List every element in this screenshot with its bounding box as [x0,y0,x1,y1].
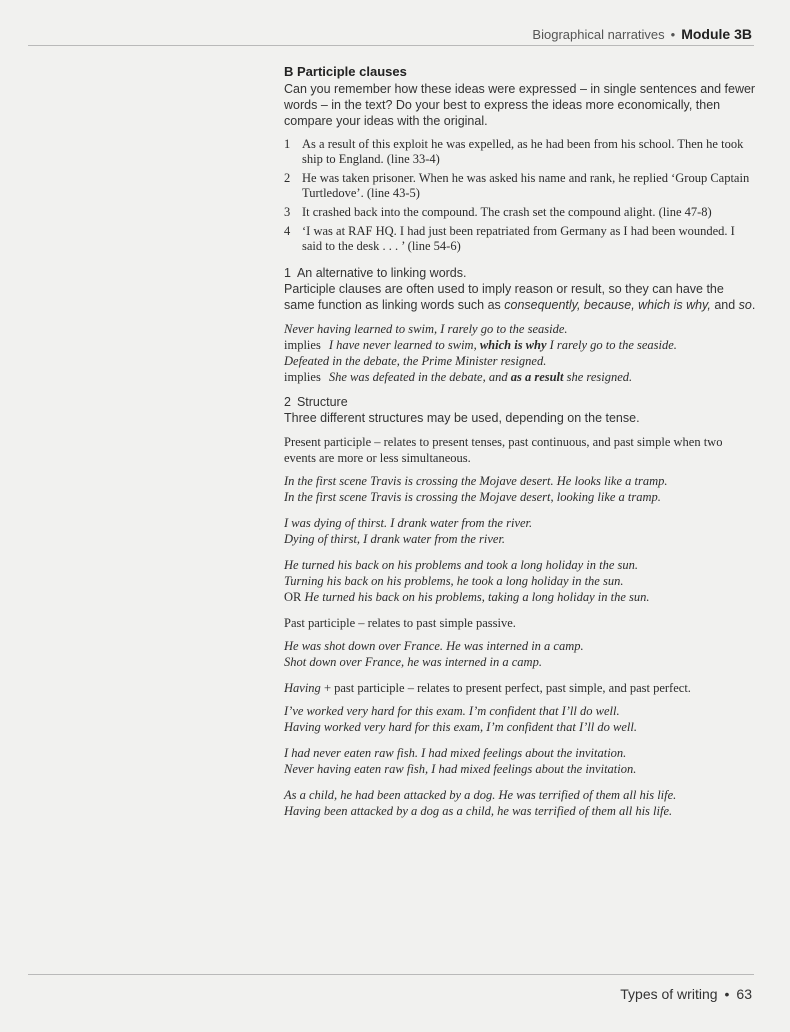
example-sentence: As a child, he had been attacked by a dog. He was terrified of them all his life. [284,788,677,802]
part1-body-text: Participle clauses are often used to imply reason or result, so they can have the same function as linking words such as [284,282,724,312]
part1-body [284,281,756,313]
page-number: 63 [736,986,752,1002]
or-label: OR [284,590,302,604]
example-sentence: Never having eaten raw fish, I had mixed feelings about the invitation. [284,762,637,776]
exercise-item [284,137,756,167]
having-rule-text: + past participle – relates to present perfect, past simple, and past perfect. [320,681,691,695]
item-text: It crashed back into the compound. The crash set the compound alight. (line 47-8) [302,205,712,219]
example-sentence: Having been attacked by a dog as a child, he was terrified of them all his life. [284,804,673,818]
example-sentence: In the first scene Travis is crossing the Mojave desert, looking like a tramp. [284,490,661,504]
example-sentence: He turned his back on his problems, taking a long holiday in the sun. [304,590,650,604]
example-alternative [284,589,756,605]
header-section: Biographical narratives [532,27,665,42]
item-number: 2 [284,171,291,185]
section-title: B Participle clauses [284,64,407,79]
part2-number: 2 [284,395,291,409]
top-rule [28,45,754,46]
past-participle-rule: Past participle – relates to past simple passive. [284,616,516,630]
linking-word-so: so [738,298,752,312]
bottom-rule [28,974,754,975]
item-text: He was taken prisoner. When he was asked his name and rank, he replied ‘Group Captain Turtledove’. (line 43-5) [302,171,750,200]
example-sentence: He was shot down over France. He was interned in a camp. [284,639,584,653]
page-footer [620,986,752,1002]
part2-title: Structure [296,395,348,409]
part1-number: 1 [284,266,291,280]
example-sentence: Defeated in the debate, the Prime Minister resigned. [284,354,547,368]
example-linker: which is why [479,338,547,352]
exercise-item [284,205,756,220]
having-example [284,787,756,819]
example-sentence: I was dying of thirst. I drank water from the river. [284,516,533,530]
part1-title: An alternative to linking words. [296,266,467,280]
main-content [284,64,756,829]
example-part: I rarely go to the seaside. [546,338,677,352]
having-rule [284,680,756,696]
header-bullet: • [670,27,676,42]
item-number: 3 [284,205,291,219]
example-sentence: I had never eaten raw fish. I had mixed feelings about the invitation. [284,746,627,760]
example-sentence: Never having learned to swim, I rarely go to the seaside. [284,322,568,336]
example-sentence: In the first scene Travis is crossing the Mojave desert. He looks like a tramp. [284,474,668,488]
having-example [284,745,756,777]
item-text: ‘I was at RAF HQ. I had just been repatriated from Germany as I had been wounded. I said to the desk . . . ’ (line 54-6) [302,224,735,253]
example-part: she resigned. [563,370,633,384]
section-intro: Can you remember how these ideas were expressed – in single sentences and fewer words – in the text? Do your best to express the ideas more economically, then compare your ideas with the original. [284,82,756,128]
example-linker: as a result [510,370,564,384]
having-word: Having [284,681,321,695]
implies-label: implies [284,370,321,384]
part2-heading [284,395,756,409]
part1-heading [284,266,756,280]
exercise-item [284,171,756,201]
present-example [284,515,756,547]
example-sentence: Shot down over France, he was interned in a camp. [284,655,542,669]
example-sentence: I’ve worked very hard for this exam. I’m confident that I’ll do well. [284,704,620,718]
footer-bullet: • [724,986,730,1002]
example-implies [284,369,756,385]
implies-label: implies [284,338,321,352]
example-sentence: Turning his back on his problems, he took a long holiday in the sun. [284,574,624,588]
example-sentence: He turned his back on his problems and took a long holiday in the sun. [284,558,639,572]
present-participle-rule: Present participle – relates to present tenses, past continuous, and past simple when two events are more or less simultaneous. [284,435,723,465]
running-header [532,26,752,42]
present-example [284,557,756,605]
having-example [284,703,756,735]
part2-body: Three different structures may be used, depending on the tense. [284,411,640,425]
example-part: I have never learned to swim, [328,338,480,352]
header-module: Module 3B [681,26,752,42]
linking-words: consequently, because, which is why, [504,298,711,312]
item-number: 1 [284,137,291,151]
exercise-item [284,224,756,254]
example-implies [284,337,756,353]
item-text: As a result of this exploit he was expelled, as he had been from his school. Then he took ship to England. (line 33-4) [302,137,744,166]
example-part: She was defeated in the debate, and [328,370,511,384]
part1-and: and [710,298,739,312]
item-number: 4 [284,224,291,238]
part1-examples [284,321,756,385]
example-sentence: Having worked very hard for this exam, I’m confident that I’ll do well. [284,720,637,734]
exercise-list [284,137,756,254]
present-example [284,473,756,505]
part1-period: . [751,298,756,312]
example-sentence: Dying of thirst, I drank water from the river. [284,532,506,546]
footer-label: Types of writing [620,986,718,1002]
past-example [284,638,756,670]
